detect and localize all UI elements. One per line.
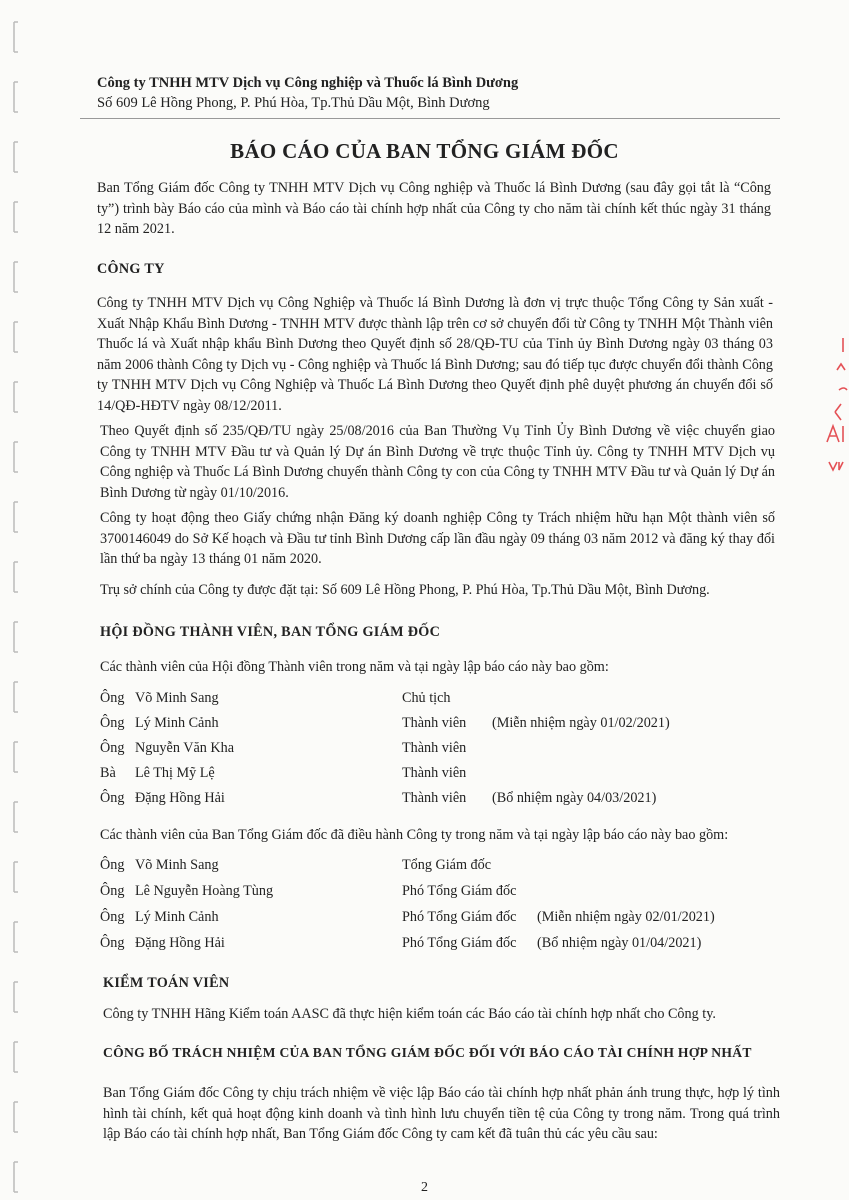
- member-name: Đặng Hồng Hải: [135, 790, 225, 806]
- company-name: Công ty TNHH MTV Dịch vụ Công nghiệp và Thuốc lá Bình Dương: [97, 75, 519, 91]
- member-note: (Bổ nhiệm ngày 04/03/2021): [492, 790, 657, 806]
- member-row: [100, 763, 780, 783]
- manager-name: Lý Minh Cảnh: [135, 909, 219, 925]
- member-name: Lê Thị Mỹ Lệ: [135, 765, 215, 781]
- manager-row: [100, 933, 780, 953]
- member-title: Ông: [100, 790, 125, 806]
- manager-role: Phó Tổng Giám đốc: [402, 883, 517, 899]
- manager-role: Phó Tổng Giám đốc: [402, 909, 517, 925]
- manager-note: (Miễn nhiệm ngày 02/01/2021): [537, 909, 715, 925]
- head-office-paragraph: Trụ sở chính của Công ty được đặt tại: Số 609 Lê Hồng Phong, P. Phú Hòa, Tp.Thủ Dầu Một, Bình Dương.: [100, 582, 710, 598]
- responsibility-heading: CÔNG BỐ TRÁCH NHIỆM CỦA BAN TỔNG GIÁM ĐỐC ĐỐI VỚI BÁO CÁO TÀI CHÍNH HỢP NHẤT: [103, 1045, 752, 1060]
- member-title: Bà: [100, 765, 116, 781]
- company-address: Số 609 Lê Hồng Phong, P. Phú Hòa, Tp.Thủ Dầu Một, Bình Dương: [97, 95, 490, 111]
- header-divider: [80, 118, 780, 119]
- member-row: [100, 713, 780, 733]
- member-role: Thành viên: [402, 765, 467, 781]
- member-role: Thành viên: [402, 715, 467, 731]
- board-heading: HỘI ĐỒNG THÀNH VIÊN, BAN TỔNG GIÁM ĐỐC: [100, 624, 441, 640]
- manager-row: [100, 881, 780, 901]
- member-title: Ông: [100, 740, 125, 756]
- auditor-heading: KIỂM TOÁN VIÊN: [103, 975, 230, 991]
- member-name: Lý Minh Cảnh: [135, 715, 219, 731]
- management-intro: Các thành viên của Ban Tổng Giám đốc đã điều hành Công ty trong năm và tại ngày lập báo cáo này bao gồm:: [100, 827, 729, 843]
- member-row: [100, 738, 780, 758]
- manager-name: Võ Minh Sang: [135, 857, 219, 873]
- intro-paragraph: Ban Tổng Giám đốc Công ty TNHH MTV Dịch vụ Công nghiệp và Thuốc lá Bình Dương (sau đây gọi tắt là “Công ty”) trình bày Báo cáo của mình và Báo cáo tài chính hợp nhất của Công ty cho năm tài chính kết thúc ngày 31 tháng 12 năm 2021.: [97, 180, 771, 237]
- manager-row: [100, 855, 780, 875]
- member-row: [100, 788, 780, 808]
- red-stamp-edge: [819, 330, 849, 490]
- manager-title: Ông: [100, 935, 125, 951]
- member-name: Nguyễn Văn Kha: [135, 740, 235, 756]
- member-row: [100, 688, 780, 708]
- member-role: Thành viên: [402, 740, 467, 756]
- manager-role: Phó Tổng Giám đốc: [402, 935, 517, 951]
- responsibility-paragraph: Ban Tổng Giám đốc Công ty chịu trách nhiệm về việc lập Báo cáo tài chính hợp nhất phản ánh trung thực, hợp lý tình hình tài chính, kết quả hoạt động kinh doanh và tình hình lưu chuyển tiền tệ của Công ty trong năm. Trong quá trình lập Báo cáo tài chính hợp nhất, Ban Tổng Giám đốc Công ty cam kết đã tuân thủ các yêu cầu sau:: [103, 1085, 780, 1142]
- manager-role: Tổng Giám đốc: [402, 857, 492, 873]
- manager-row: [100, 907, 780, 927]
- manager-title: Ông: [100, 857, 125, 873]
- company-heading: CÔNG TY: [97, 261, 165, 277]
- binding-hole-marks: [0, 0, 40, 1200]
- member-role: Thành viên: [402, 790, 467, 806]
- member-title: Ông: [100, 715, 125, 731]
- company-paragraph-3: Công ty hoạt động theo Giấy chứng nhận Đăng ký doanh nghiệp Công ty Trách nhiệm hữu hạn Một thành viên số 3700146049 do Sở Kế hoạch và Đầu tư tỉnh Bình Dương cấp lần đầu ngày 09 tháng 03 năm 2012 và đăng ký thay đổi lần thứ ba ngày 13 tháng 01 năm 2020.: [100, 510, 775, 567]
- member-name: Võ Minh Sang: [135, 690, 219, 706]
- letterhead: [97, 73, 657, 113]
- manager-note: (Bổ nhiệm ngày 01/04/2021): [537, 935, 702, 951]
- report-title: BÁO CÁO CỦA BAN TỔNG GIÁM ĐỐC: [230, 139, 619, 163]
- member-title: Ông: [100, 690, 125, 706]
- auditor-paragraph: Công ty TNHH Hãng Kiểm toán AASC đã thực hiện kiểm toán các Báo cáo tài chính hợp nhất cho Công ty.: [103, 1006, 716, 1022]
- member-role: Chủ tịch: [402, 690, 451, 706]
- manager-title: Ông: [100, 883, 125, 899]
- member-note: (Miễn nhiệm ngày 01/02/2021): [492, 715, 670, 731]
- members-intro: Các thành viên của Hội đồng Thành viên trong năm và tại ngày lập báo cáo này bao gồm:: [100, 659, 609, 675]
- page-number: 2: [421, 1180, 428, 1195]
- manager-name: Đặng Hồng Hải: [135, 935, 225, 951]
- company-paragraph-1: Công ty TNHH MTV Dịch vụ Công Nghiệp và Thuốc lá Bình Dương là đơn vị trực thuộc Tổng Công ty Sản xuất - Xuất Nhập Khẩu Bình Dương - TNHH MTV được thành lập trên cơ sở chuyển đổi từ Công ty TNHH Một Thành viên Thuốc lá và Xuất nhập khẩu Bình Dương theo Quyết định số 28/QĐ-TU của Tỉnh ủy Bình Dương ngày 03 tháng 03 năm 2006 thành Công ty Dịch vụ - Công nghiệp và Thuốc lá Bình Dương; sau đó tiếp tục được chuyển đổi thành Công ty TNHH MTV Dịch vụ Công Nghiệp và Thuốc Lá Bình Dương theo Quyết định phê duyệt phương án chuyển đổi số 14/QĐ-HĐTV ngày 08/12/2011.: [97, 295, 773, 414]
- company-paragraph-2: Theo Quyết định số 235/QĐ/TU ngày 25/08/2016 của Ban Thường Vụ Tỉnh Ủy Bình Dương về việc chuyển giao Công ty TNHH MTV Đầu tư và Quản lý Dự án Bình Dương về trực thuộc Tỉnh ủy. Công ty TNHH MTV Dịch vụ Công nghiệp và Thuốc Lá Bình Dương chuyển thành Công ty con của Công ty TNHH MTV Đầu tư và Quản lý Dự án Bình Dương từ ngày 01/10/2016.: [100, 423, 775, 501]
- manager-title: Ông: [100, 909, 125, 925]
- manager-name: Lê Nguyễn Hoàng Tùng: [135, 883, 274, 899]
